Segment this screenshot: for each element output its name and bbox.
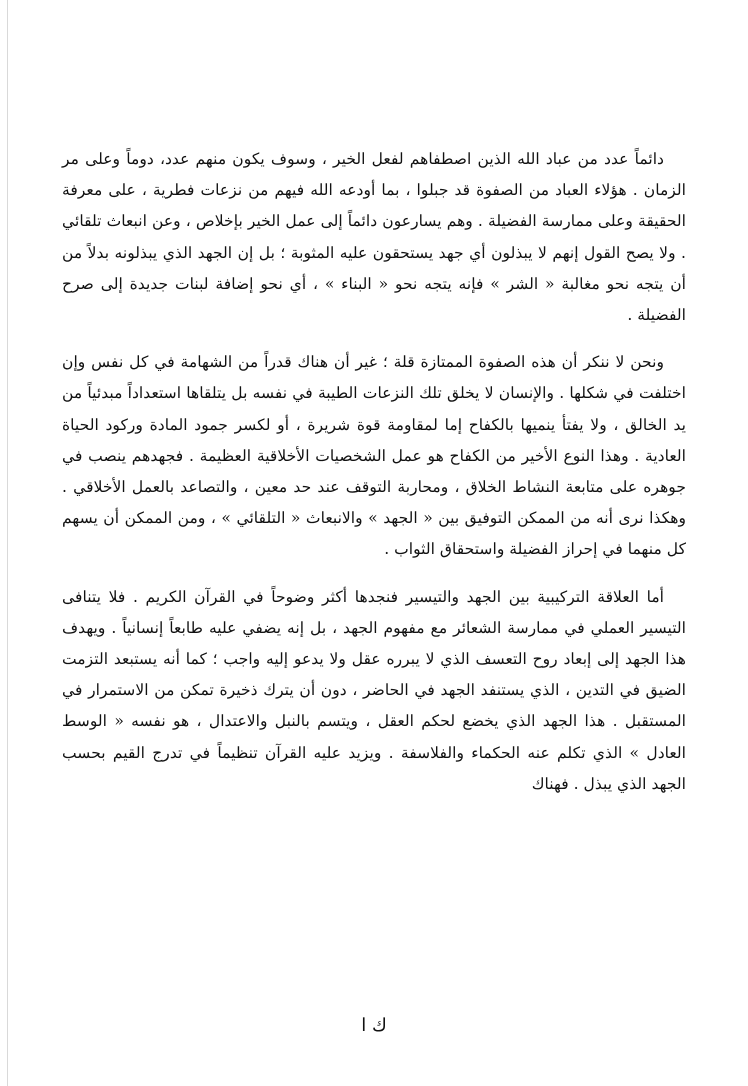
paragraph-effort-and-spontaneity: ونحن لا ننكر أن هذه الصفوة الممتازة قلة ؛ غير أن هناك قدراً من الشهامة في كل نفس وإن اختلفت في شكلها . والإنسان لا يخلق تلك النزعات الطيبة في نفسه بل يتلقاها استعداداً مبدئياً من يد الخالق ، ولا يفتأ ينميها بالكفاح إما لمقاومة قوة شريرة ، أو لكسر جمود المادة وركود الحياة العادية . وهذا النوع الأخير من الكفاح هو عمل الشخصيات الأخلاقية العظيمة . فجهدهم ينصب في جوهره على متابعة النشاط الخلاق ، ومحاربة التوقف عند حد معين ، والتصاعد بالعمل الأخلاقي . وهكذا نرى أنه من الممكن التوفيق بين « الجهد » والانبعاث « التلقائي » ، ومن الممكن أن يسهم كل منهما في إحراز الفضيلة واستحقاق الثواب . — [62, 353, 686, 559]
paragraph-quran-balance: أما العلاقة التركيبية بين الجهد والتيسير فنجدها أكثر وضوحاً في القرآن الكريم . فلا يتنافى التيسير العملي في ممارسة الشعائر مع مفهوم الجهد ، بل إنه يضفي عليه طابعاً إنسانياً . ويهدف هذا الجهد إلى إبعاد روح التعسف الذي لا يبرره عقل ولا يدعو إليه واجب ؛ كما أنه يستبعد التزمت الضيق في التدين ، الذي يستنفد الجهد في الحاضر ، دون أن يترك ذخيرة تمكن من الاستمرار في المستقبل . هذا الجهد الذي يخضع لحكم العقل ، ويتسم بالنبل والاعتدال ، هو نفسه « الوسط العادل » الذي تكلم عنه الحكماء والفلاسفة . ويزيد عليه القرآن تنظيماً في تدرج القيم بحسب الجهد الذي يبذل . فهناك — [62, 587, 686, 793]
paragraph-virtue-elite: دائماً عدد من عباد الله الذين اصطفاهم لفعل الخير ، وسوف يكون منهم عدد، دوماً وعلى مر الزمان . هؤلاء العباد من الصفوة قد جبلوا ، بما أودعه الله فيهم من نزعات فطرية ، على معرفة الحقيقة وعلى ممارسة الفضيلة . وهم يسارعون دائماً إلى عمل الخير بإخلاص ، وعن انبعاث تلقائي . ولا يصح القول إنهم لا يبذلون أي جهد يستحقون عليه المثوبة ؛ بل إن الجهد الذي يبذلونه بدلاً من أن يتجه نحو مغالبة « الشر » فإنه يتجه نحو « البناء » ، أي نحو إضافة لبنات جديدة إلى صرح الفضيلة . — [62, 150, 686, 325]
page-number: ك ا — [361, 1015, 387, 1036]
scan-edge-line — [7, 0, 8, 1086]
arabic-body-text — [62, 144, 686, 800]
